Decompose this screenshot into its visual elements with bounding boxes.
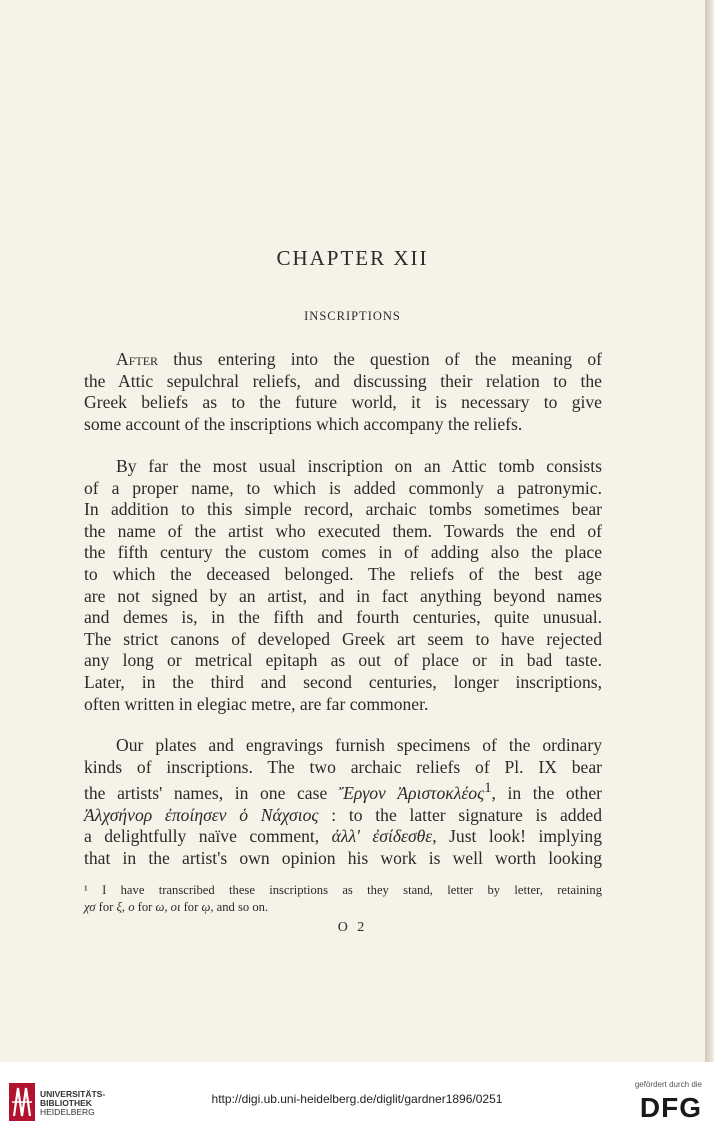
text-line-greek: [84, 826, 602, 848]
footnote-line: [84, 899, 602, 916]
footnote-line: ¹ I have transcribed these inscriptions as they stand, letter by letter, retaining: [84, 883, 602, 897]
text-line: the fifth century the custom comes in of adding also the place: [84, 542, 602, 563]
opening-word: After: [116, 349, 159, 369]
university-name-line: UNIVERSITÄTS-: [40, 1089, 106, 1099]
university-name-line: BIBLIOTHEK: [40, 1098, 92, 1108]
section-title: INSCRIPTIONS: [304, 309, 401, 323]
permalink-url[interactable]: http://digi.ub.uni-heidelberg.de/diglit/gardner1896/0251: [211, 1092, 503, 1106]
text-line: Greek beliefs as to the future world, it is necessary to give: [84, 392, 602, 413]
dfg-logo: DFG: [639, 1092, 702, 1123]
text-line: some account of the inscriptions which accompany the reliefs.: [84, 413, 523, 434]
footnote: [84, 882, 602, 916]
text-line: Our plates and engravings furnish specimens of the ordinary: [116, 735, 602, 755]
text-line: In addition to this simple record, archaic tombs sometimes bear: [84, 499, 602, 520]
footnote-marker: 1: [484, 780, 492, 797]
paragraph-1: [84, 349, 602, 435]
text-segment: a delightfully naïve comment,: [84, 826, 332, 847]
text-line: of a proper name, to which is added commonly a patronymic.: [84, 477, 602, 498]
text-line: often written in elegiac metre, are far commoner.: [84, 693, 429, 714]
text-segment: : to the latter signature is added: [318, 804, 603, 825]
text-line: the Attic sepulchral reliefs, and discussing their relation to the: [84, 370, 602, 391]
greek-letter: ο: [128, 900, 135, 914]
paragraph-3: [84, 735, 602, 869]
chapter-title: CHAPTER XII: [276, 246, 429, 270]
text-segment: , Just look! implying: [432, 826, 602, 847]
text-line: and demes is, in the fifth and fourth centuries, quite unusual.: [84, 607, 602, 628]
greek-letter: οι: [170, 900, 181, 914]
funding-caption: gefördert durch die: [634, 1080, 702, 1089]
greek-inscription: ἀλλ' ἐσίδεσθε: [331, 826, 433, 847]
signature-mark: O 2: [337, 920, 368, 935]
text-line: any long or metrical epitaph as out of place or in bad taste.: [84, 650, 602, 671]
text-line: to which the deceased belonged. The reliefs of the best age: [84, 563, 602, 584]
paragraph-2: [84, 456, 602, 715]
university-name-line: HEIDELBERG: [40, 1107, 95, 1117]
text-segment: for: [134, 900, 156, 914]
text-segment: for: [180, 900, 202, 914]
greek-letter: ῳ: [201, 900, 211, 914]
text-line: Later, in the third and second centuries, longer inscriptions,: [84, 671, 602, 692]
text-segment: ,: [121, 900, 129, 914]
greek-letter: χσ: [84, 900, 96, 914]
greek-inscription: Ἔργον Ἀριστοκλέος: [338, 783, 485, 804]
text-segment: , and so on.: [210, 900, 269, 914]
text-line: that in the artist's own opinion his work is well worth looking: [84, 847, 602, 868]
text-segment: the artists' names, in one case: [84, 783, 339, 804]
text-line: The strict canons of developed Greek art seem to have rejected: [84, 628, 602, 649]
page-edge: [705, 0, 714, 1062]
text-segment: for: [95, 900, 117, 914]
text-line-greek: [84, 778, 602, 804]
greek-letter: ω: [155, 900, 165, 914]
text-line: the name of the artist who executed them. Towards the end of: [84, 520, 602, 541]
text-line: By far the most usual inscription on an Attic tomb consists: [116, 456, 602, 476]
text-segment: ,: [164, 900, 171, 914]
text-segment: , in the other: [491, 783, 602, 804]
text-line: After thus entering into the question of the meaning of: [116, 349, 602, 369]
text-line: are not signed by an artist, and in fact anything beyond names: [84, 585, 602, 606]
greek-letter: ξ: [116, 900, 122, 914]
greek-inscription: Ἀλχσήνορ ἐποίησεν ὁ Νάχσιος: [84, 804, 319, 825]
text-line-greek: [84, 805, 602, 827]
text-line: kinds of inscriptions. The two archaic reliefs of Pl. IX bear: [84, 756, 602, 777]
